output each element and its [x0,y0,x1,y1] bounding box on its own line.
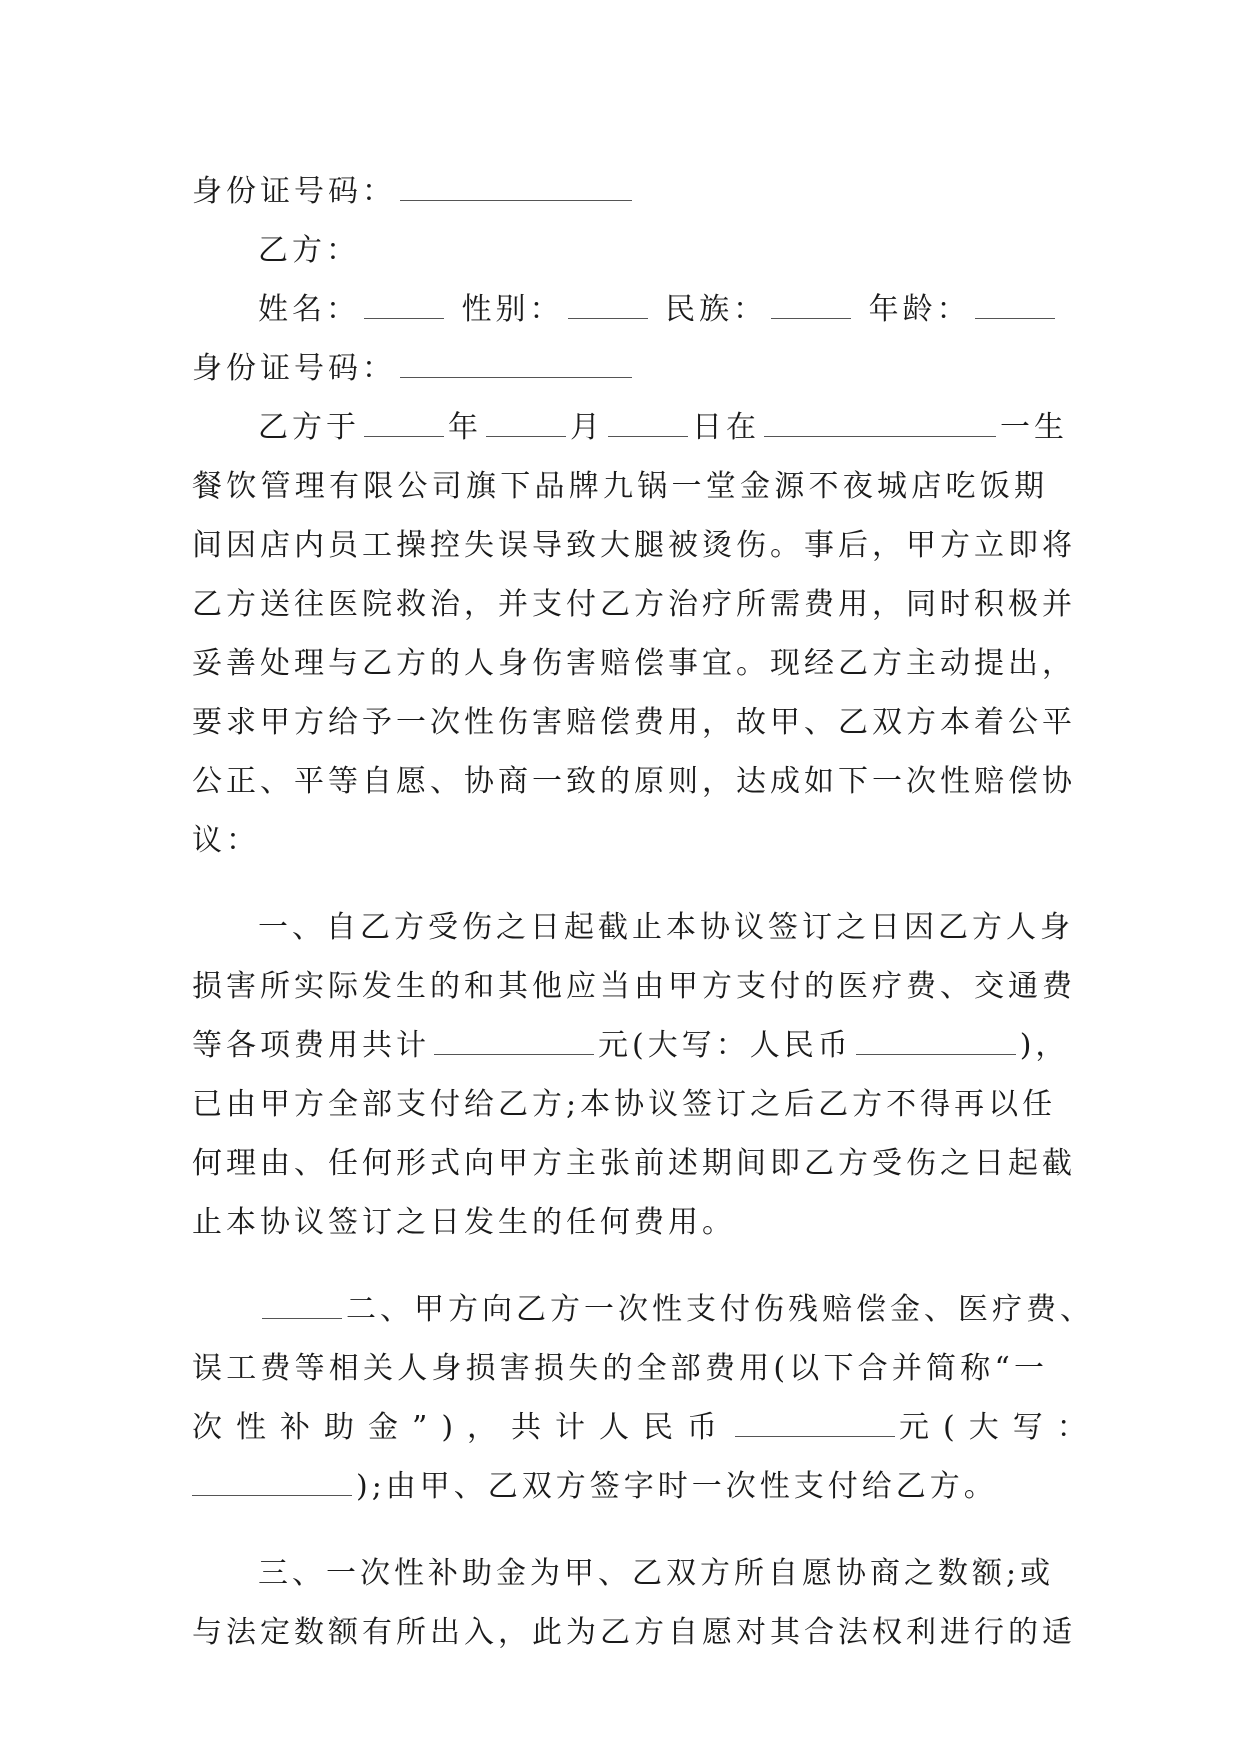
gender-label: 性别： [461,292,564,327]
subsidy-uppercase-blank [192,1471,352,1496]
paragraph-1-line-8: 议： [192,823,260,858]
paragraph-2-line-4: 已由甲方全部支付给乙方;本协议签订之后乙方不得再以任 [192,1087,1057,1122]
place-blank [764,412,996,437]
paragraph-4-line-2: 与法定数额有所出入，此为乙方自愿对其合法权利进行的适 [192,1615,1076,1650]
party-b-label: 乙方： [258,233,360,268]
age-label: 年龄： [868,292,971,327]
paragraph-3-line-3 [192,1398,1101,1457]
paragraph-3-line-4 [192,1457,1048,1516]
id-number-blank [400,176,632,201]
text-run: 等各项费用共计 [192,1028,430,1063]
text-run: 年 [448,410,482,445]
paragraph-4-line-1: 三、一次性补助金为甲、乙双方所自愿协商之数额;或 [258,1556,1055,1591]
paragraph-1-line-7: 公正、平等自愿、协商一致的原则，达成如下一次性赔偿协 [192,764,1076,799]
paragraph-3-line-2: 误工费等相关人身损害损失的全部费用(以下合并简称“一 [192,1351,1048,1386]
paragraph-2-line-2: 损害所实际发生的和其他应当由甲方支付的医疗费、交通费 [192,969,1076,1004]
text-run: );由甲、乙双方签字时一次性支付给乙方。 [356,1469,998,1504]
month-blank [486,412,566,437]
text-run: 元(大写： [899,1410,1101,1445]
subsidy-amount-blank [735,1412,895,1437]
text-run: 元(大写：人民币 [598,1028,852,1063]
party-b-heading [192,221,1048,280]
paragraph-2-line-6: 止本协议签订之日发生的任何费用。 [192,1205,736,1240]
id-number-line-1 [192,162,1048,221]
party-b-info-line [192,280,1048,339]
prefix-blank [262,1294,342,1319]
paragraph-1-line-4: 乙方送往医院救治，并支付乙方治疗所需费用，同时积极并 [192,587,1076,622]
document-body [192,162,1101,1662]
paragraph-2-line-3 [192,1016,1070,1075]
age-blank [975,294,1055,319]
id-number-line-2 [192,339,1048,398]
paragraph-2-line-5: 何理由、任何形式向甲方主张前述期间即乙方受伤之日起截 [192,1146,1076,1181]
ethnic-label: 民族： [665,292,768,327]
paragraph-2-line-1: 一、自乙方受伤之日起截止本协议签订之日因乙方人身 [258,910,1074,945]
text-run: 日在 [692,410,760,445]
paragraph-1-line-6: 要求甲方给予一次性伤害赔偿费用，故甲、乙双方本着公平 [192,705,1076,740]
ethnic-blank [771,294,851,319]
name-blank [364,294,444,319]
id-number-label-2: 身份证号码： [192,351,396,386]
paragraph-1-line-1 [192,398,1068,457]
text-run: 月 [570,410,604,445]
amount-uppercase-blank [856,1030,1016,1055]
text-run: 次性补助金”)，共计人民币 [192,1410,732,1445]
text-run: )， [1019,1028,1070,1063]
paragraph-1-line-2: 餐饮管理有限公司旗下品牌九锅一堂金源不夜城店吃饭期 [192,469,1048,504]
paragraph-1-line-5: 妥善处理与乙方的人身伤害赔偿事宜。现经乙方主动提出， [192,646,1076,681]
id-number-blank-2 [400,353,632,378]
day-blank [608,412,688,437]
text-run: 二、甲方向乙方一次性支付伤残赔偿金、医疗费、 [346,1292,1094,1327]
text-run: 一生 [1000,410,1068,445]
amount-blank [434,1030,594,1055]
text-run: 乙方于 [258,410,360,445]
name-label: 姓名： [258,292,360,327]
id-number-label: 身份证号码： [192,174,396,209]
year-blank [364,412,444,437]
paragraph-3-line-1 [192,1280,1094,1339]
paragraph-1-line-3: 间因店内员工操控失误导致大腿被烫伤。事后，甲方立即将 [192,528,1076,563]
gender-blank [568,294,648,319]
